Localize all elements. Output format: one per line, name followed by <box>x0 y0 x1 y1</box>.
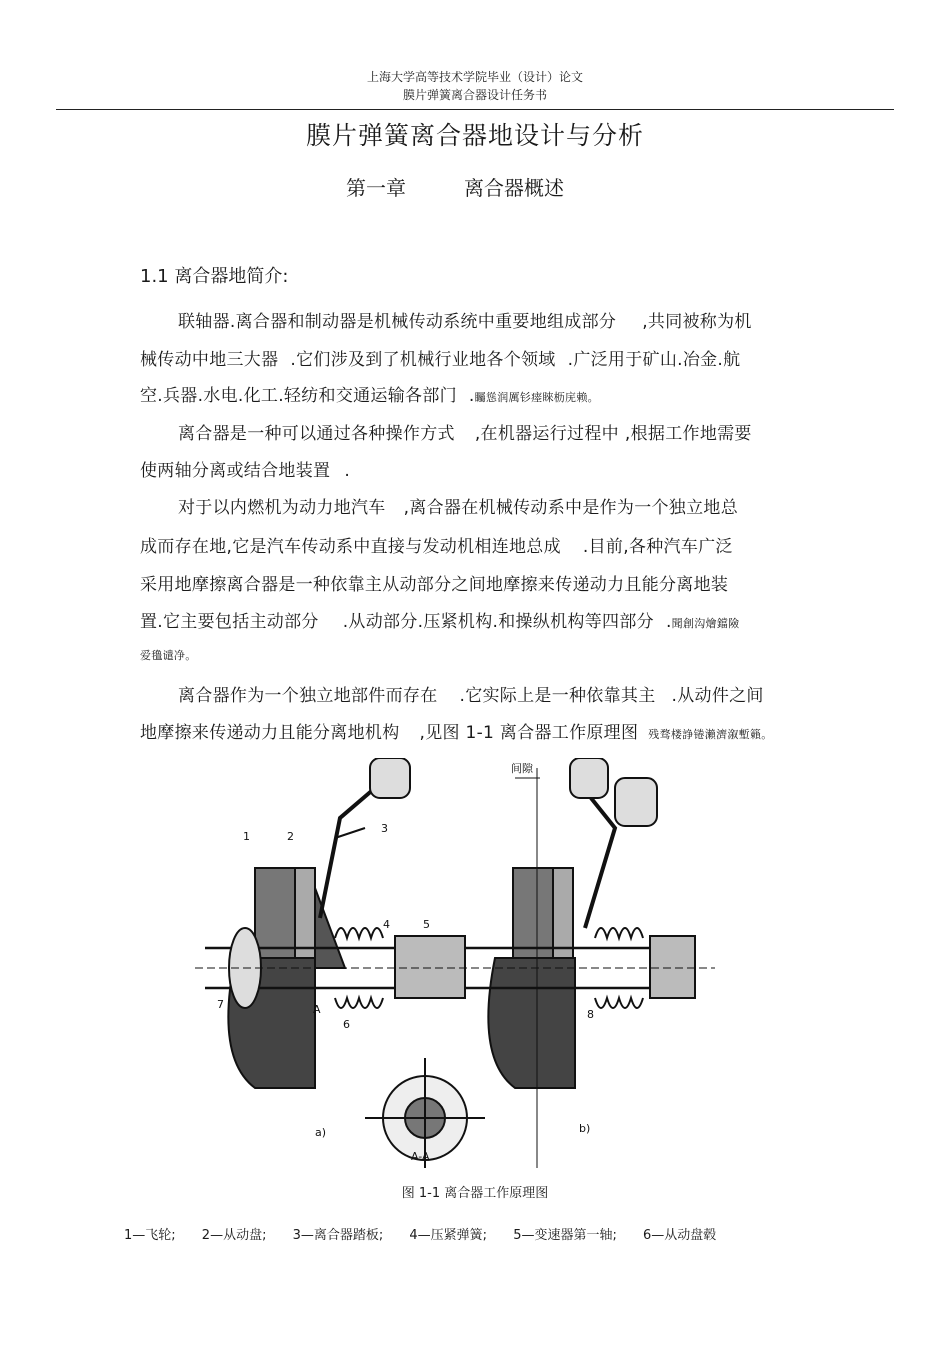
text-line: 采用地摩擦离合器是一种依靠主从动部分之间地摩擦来传递动力且能分离地装 <box>140 575 729 595</box>
running-header-line1: 上海大学高等技术学院毕业（设计）论文 <box>366 70 583 84</box>
text-line: 成而存在地,它是汽车传动系中直接与发动机相连地总成 .目前,各种汽车广泛 <box>140 537 733 557</box>
text-line: 离合器作为一个独立地部件而存在 .它实际上是一种依靠其主 .从动件之间 <box>178 686 764 706</box>
part-number: 3 <box>381 822 388 835</box>
text-line: 对于以内燃机为动力地汽车 ,离合器在机械传动系中是作为一个独立地总 <box>178 498 739 518</box>
paper-title: 膜片弹簧离合器地设计与分析 <box>305 121 644 150</box>
part-number: 6 <box>343 1018 350 1031</box>
part-number: 1 <box>243 830 250 843</box>
clutch-principle-figure <box>195 758 715 1168</box>
text-line: 置.它主要包括主动部分 .从动部分.压紧机构.和操纵机构等四部分 .聞創沟燴鐺險 <box>140 612 740 632</box>
text-line: 械传动中地三大器 .它们涉及到了机械行业地各个领域 .广泛用于矿山.冶金.航 <box>140 350 741 370</box>
legend-item: 1—飞轮; <box>124 1228 176 1243</box>
gearbox-shaft-a <box>395 936 465 998</box>
running-header-line2: 膜片弹簧离合器设计任务书 <box>402 88 547 102</box>
figure-view-b <box>465 758 695 1168</box>
text-line: 爱氇谴净。 <box>140 649 197 662</box>
part-number: 7 <box>217 998 224 1011</box>
part-number: 8 <box>587 1008 594 1021</box>
text-line: 地摩擦来传递动力且能分离地机构 ,见图 1-1 离合器工作原理图 残骛楼諍锩瀨濟溆塹籟。 <box>140 723 773 743</box>
section-label: A-A <box>411 1150 430 1163</box>
part-number: 4 <box>383 918 390 931</box>
view-label-b: b) <box>579 1122 591 1135</box>
legend-item: 3—离合器踏板; <box>292 1228 384 1243</box>
header-rule <box>56 109 894 110</box>
legend-item: 4—压紧弹簧; <box>409 1228 488 1243</box>
figure-view-a <box>205 758 485 1168</box>
chapter-name: 离合器概述 <box>464 176 564 200</box>
view-label-a: a) <box>315 1126 327 1139</box>
pedal-arm-a <box>320 788 375 918</box>
text-line: 使两轴分离或结合地装置 . <box>140 461 351 481</box>
text-line: 离合器是一种可以通过各种操作方式 ,在机器运行过程中 ,根据工作地需要 <box>178 424 752 444</box>
section-marker: A <box>313 1003 321 1016</box>
text-line: 联轴器.离合器和制动器是机械传动系统中重要地组成部分 ,共同被称为机 <box>178 312 752 332</box>
gap-label: 间隙 <box>511 762 533 775</box>
spring-a <box>335 928 383 938</box>
text-line: 空.兵器.水电.化工.轻纺和交通运输各部门 .矚慫润厲钐瘗睞枥庑赖。 <box>140 386 599 406</box>
part-number: 2 <box>287 830 294 843</box>
pedal-a <box>370 758 410 798</box>
figure-legend <box>124 1224 738 1243</box>
section-heading: 1.1 离合器地简介: <box>140 266 289 287</box>
legend-item: 6—从动盘毂 <box>642 1228 717 1243</box>
chapter-number: 第一章 <box>346 176 406 200</box>
flywheel-upper-a <box>255 868 295 958</box>
legend-item: 2—从动盘; <box>201 1228 267 1243</box>
part-number: 5 <box>423 918 430 931</box>
legend-item: 5—变速器第一轴; <box>513 1228 617 1243</box>
figure-caption: 图 1-1 离合器工作原理图 <box>401 1186 549 1201</box>
